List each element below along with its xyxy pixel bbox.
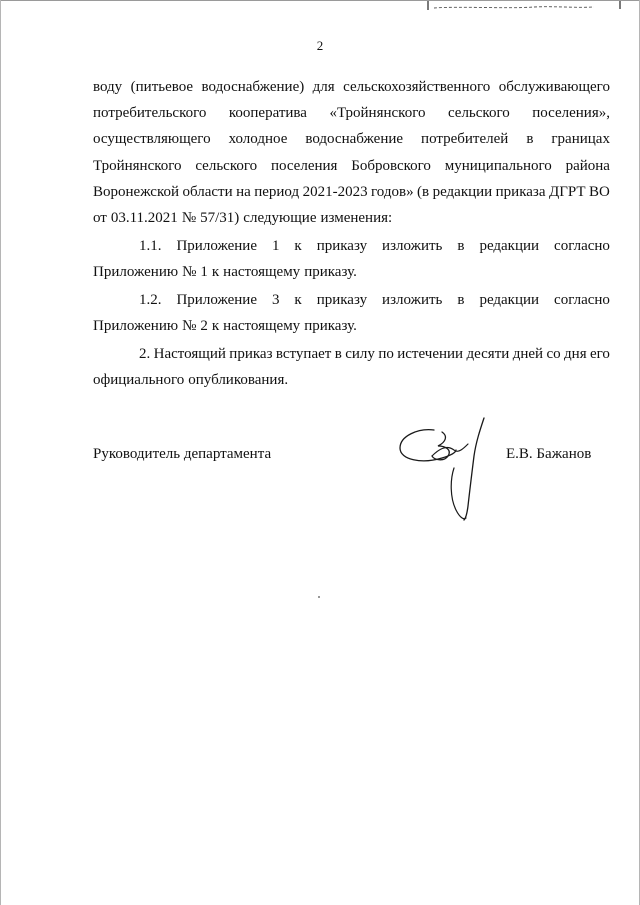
word: приказ xyxy=(229,346,273,363)
top-stamp-mark xyxy=(424,0,636,12)
word: официального xyxy=(93,372,185,389)
word: № xyxy=(181,209,197,226)
word: к xyxy=(294,292,302,309)
word: водоснабжение) xyxy=(201,79,305,95)
text-line xyxy=(93,205,610,231)
text-line xyxy=(93,233,610,259)
word: Бобровского xyxy=(351,157,431,174)
word: изложить xyxy=(382,292,443,309)
text-line xyxy=(93,259,610,285)
word: со xyxy=(546,346,561,363)
word: области xyxy=(182,183,233,200)
word: ДГРТ xyxy=(548,183,586,200)
word: 3 xyxy=(271,292,280,309)
word: муниципального xyxy=(444,157,552,174)
word: приказу. xyxy=(304,318,357,335)
word: его xyxy=(590,346,610,363)
word: воду xyxy=(93,79,123,95)
word: в xyxy=(457,292,465,309)
word: в xyxy=(457,237,465,254)
word: водоснабжение xyxy=(305,131,404,148)
word: границах xyxy=(551,131,610,148)
word: Приложению xyxy=(93,318,179,335)
word: настоящему xyxy=(223,318,301,335)
word: холодное xyxy=(228,131,288,148)
word: № xyxy=(182,264,197,281)
word: согласно xyxy=(554,292,610,309)
word: на xyxy=(236,183,251,200)
word: приказа xyxy=(495,183,546,200)
signature-block xyxy=(93,444,610,464)
word: 2. xyxy=(139,346,151,363)
word: истечении xyxy=(397,346,464,363)
word: вступает xyxy=(275,346,332,363)
word: района xyxy=(565,157,610,174)
signatory-title: Руководитель департамента xyxy=(93,446,272,462)
word: силу xyxy=(345,346,375,363)
word: десяти xyxy=(466,346,510,363)
scan-speck xyxy=(318,596,320,598)
page-number: 2 xyxy=(316,38,324,53)
word: 1 xyxy=(271,237,280,254)
word: к xyxy=(211,318,220,335)
word: изменения: xyxy=(320,209,393,226)
signatory-name: Е.В. Бажанов xyxy=(506,446,592,462)
word: 1.1. xyxy=(139,237,162,254)
word: к xyxy=(294,237,302,254)
word: поселения xyxy=(270,157,338,174)
word: (питьевое xyxy=(130,79,194,95)
text-line xyxy=(93,74,610,100)
word: для xyxy=(312,79,335,95)
word: по xyxy=(378,346,394,363)
word: осуществляющего xyxy=(93,131,211,148)
word: Приложение xyxy=(176,292,257,309)
word: приказу xyxy=(316,292,368,309)
word: № xyxy=(182,318,197,335)
text-line xyxy=(93,341,610,367)
word: в xyxy=(526,131,534,148)
word: обслуживающего xyxy=(498,79,610,95)
word: 03.11.2021 xyxy=(110,209,178,226)
word: кооператива xyxy=(228,105,307,122)
word: приказу xyxy=(316,237,368,254)
word: сельского xyxy=(195,157,258,174)
word: Тройнянского xyxy=(93,157,182,174)
word: редакции xyxy=(432,183,493,200)
word: «Тройнянского xyxy=(329,105,426,122)
word: ВО xyxy=(589,183,610,200)
word: изложить xyxy=(382,237,443,254)
word: Приложению xyxy=(93,264,179,281)
word: 1 xyxy=(200,264,208,281)
word: потребителей xyxy=(421,131,509,148)
word: от xyxy=(93,209,107,226)
word: сельского xyxy=(447,105,510,122)
scan-edge-left xyxy=(0,0,1,905)
word: настоящему xyxy=(223,264,301,281)
text-line xyxy=(93,287,610,313)
word: опубликования. xyxy=(188,372,289,389)
text-line xyxy=(93,153,610,179)
word: 2021-2023 xyxy=(302,183,368,200)
word: потребительского xyxy=(93,105,207,122)
text-line xyxy=(93,126,610,152)
word: следующие xyxy=(243,209,317,226)
word: Настоящий xyxy=(153,346,226,363)
handwritten-signature xyxy=(394,414,496,524)
word: приказу. xyxy=(304,264,357,281)
word: редакции xyxy=(479,237,540,254)
word: редакции xyxy=(479,292,540,309)
word: 57/31) xyxy=(200,209,240,226)
word: дня xyxy=(564,346,587,363)
word: годов» xyxy=(371,183,414,200)
text-line xyxy=(93,367,610,393)
word: 1.2. xyxy=(139,292,162,309)
body-text xyxy=(93,74,610,394)
word: поселения», xyxy=(532,105,610,122)
word: Приложение xyxy=(176,237,257,254)
text-line xyxy=(93,313,610,339)
word: 2 xyxy=(200,318,208,335)
word: период xyxy=(254,183,300,200)
text-line xyxy=(93,179,610,205)
word: согласно xyxy=(554,237,610,254)
word: сельскохозяйственного xyxy=(343,79,491,95)
word: Воронежской xyxy=(93,183,179,200)
word: дней xyxy=(512,346,544,363)
text-line xyxy=(93,100,610,126)
word: в xyxy=(334,346,342,363)
word: (в xyxy=(417,183,430,200)
word: к xyxy=(211,264,220,281)
